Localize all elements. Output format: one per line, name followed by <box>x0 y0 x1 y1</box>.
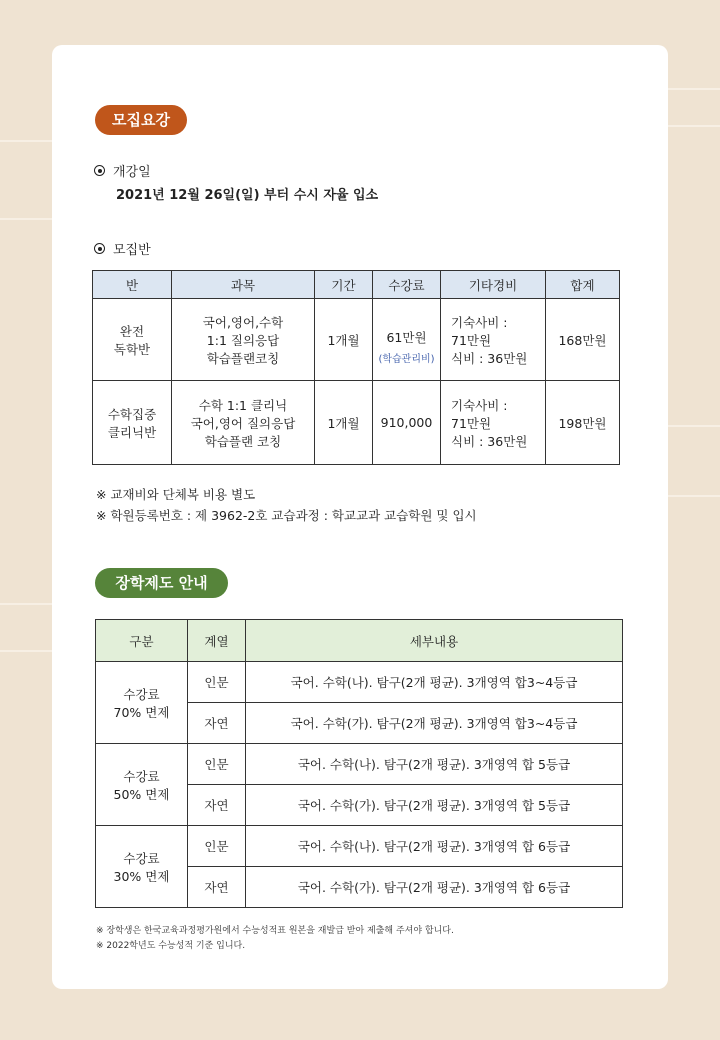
note-line: ※ 학원등록번호 : 제 3962-2호 교습과정 : 학교교과 교습학원 및 입시 <box>96 508 477 523</box>
track-cell: 자연 <box>188 703 246 744</box>
class-fee: 910,000 <box>373 381 441 465</box>
opening-text: 2021년 12월 26일(일) 부터 수시 자율 입소 <box>116 188 379 203</box>
target-bullet-icon <box>94 165 105 176</box>
detail-cell: 국어. 수학(나). 탐구(2개 평균). 3개영역 합 6등급 <box>246 826 623 867</box>
bg-stripe <box>668 125 720 127</box>
footnote: ※ 장학생은 한국교육과정평가원에서 수능성적표 원본을 재발급 받아 제출해 주셔야 합니다. <box>96 926 454 936</box>
bg-stripe <box>668 88 720 90</box>
track-cell: 인문 <box>188 744 246 785</box>
class-subject: 수학 1:1 클리닉 국어,영어 질의응답 학습플랜 코칭 <box>172 381 315 465</box>
detail-cell: 국어. 수학(가). 탐구(2개 평균). 3개영역 합 6등급 <box>246 867 623 908</box>
col-header-period: 기간 <box>315 271 373 299</box>
class-fee: 61만원 (학습관리비) <box>373 299 441 381</box>
table-row <box>96 826 623 867</box>
bg-stripe <box>0 140 52 142</box>
detail-cell: 국어. 수학(나). 탐구(2개 평균). 3개영역 합 5등급 <box>246 744 623 785</box>
col-header-detail: 세부내용 <box>246 620 623 662</box>
classes-label: 모집반 <box>113 243 151 258</box>
class-extra: 기숙사비 : 71만원 식비 : 36만원 <box>441 299 546 381</box>
bg-stripe <box>0 218 52 220</box>
scholarship-table <box>95 619 623 908</box>
class-name: 수학집중 클리닉반 <box>93 381 172 465</box>
track-cell: 인문 <box>188 826 246 867</box>
col-header-subject: 과목 <box>172 271 315 299</box>
track-cell: 인문 <box>188 662 246 703</box>
table-row <box>93 381 620 465</box>
bg-stripe <box>668 495 720 497</box>
recruit-section-title: 모집요강 <box>95 105 187 135</box>
scholarship-section-title: 장학제도 안내 <box>95 568 228 598</box>
bg-stripe <box>668 425 720 427</box>
detail-cell: 국어. 수학(가). 탐구(2개 평균). 3개영역 합3~4등급 <box>246 703 623 744</box>
class-period: 1개월 <box>315 299 373 381</box>
footnote: ※ 2022학년도 수능성적 기준 입니다. <box>96 941 246 951</box>
class-period: 1개월 <box>315 381 373 465</box>
opening-bullet <box>94 161 151 180</box>
col-header-category: 구분 <box>96 620 188 662</box>
target-bullet-icon <box>94 243 105 254</box>
track-cell: 자연 <box>188 867 246 908</box>
bg-stripe <box>0 650 52 652</box>
class-name: 완전 독학반 <box>93 299 172 381</box>
col-header-class: 반 <box>93 271 172 299</box>
detail-cell: 국어. 수학(가). 탐구(2개 평균). 3개영역 합 5등급 <box>246 785 623 826</box>
col-header-track: 계열 <box>188 620 246 662</box>
scholarship-group: 수강료 30% 면제 <box>96 826 188 908</box>
note-line: ※ 교재비와 단체복 비용 별도 <box>96 487 256 502</box>
bg-stripe <box>0 603 52 605</box>
table-row <box>93 299 620 381</box>
class-total: 168만원 <box>546 299 620 381</box>
fee-note: (학습관리비) <box>378 354 435 365</box>
class-extra: 기숙사비 : 71만원 식비 : 36만원 <box>441 381 546 465</box>
col-header-total: 합계 <box>546 271 620 299</box>
col-header-extra: 기타경비 <box>441 271 546 299</box>
table-row <box>96 662 623 703</box>
scholarship-group: 수강료 50% 면제 <box>96 744 188 826</box>
classes-bullet <box>94 239 151 258</box>
class-total: 198만원 <box>546 381 620 465</box>
class-subject: 국어,영어,수학 1:1 질의응답 학습플랜코칭 <box>172 299 315 381</box>
content-card <box>52 45 668 989</box>
col-header-fee: 수강료 <box>373 271 441 299</box>
table-row <box>96 744 623 785</box>
detail-cell: 국어. 수학(나). 탐구(2개 평균). 3개영역 합3~4등급 <box>246 662 623 703</box>
track-cell: 자연 <box>188 785 246 826</box>
opening-label: 개강일 <box>113 165 151 180</box>
scholarship-group: 수강료 70% 면제 <box>96 662 188 744</box>
class-table <box>92 270 620 465</box>
